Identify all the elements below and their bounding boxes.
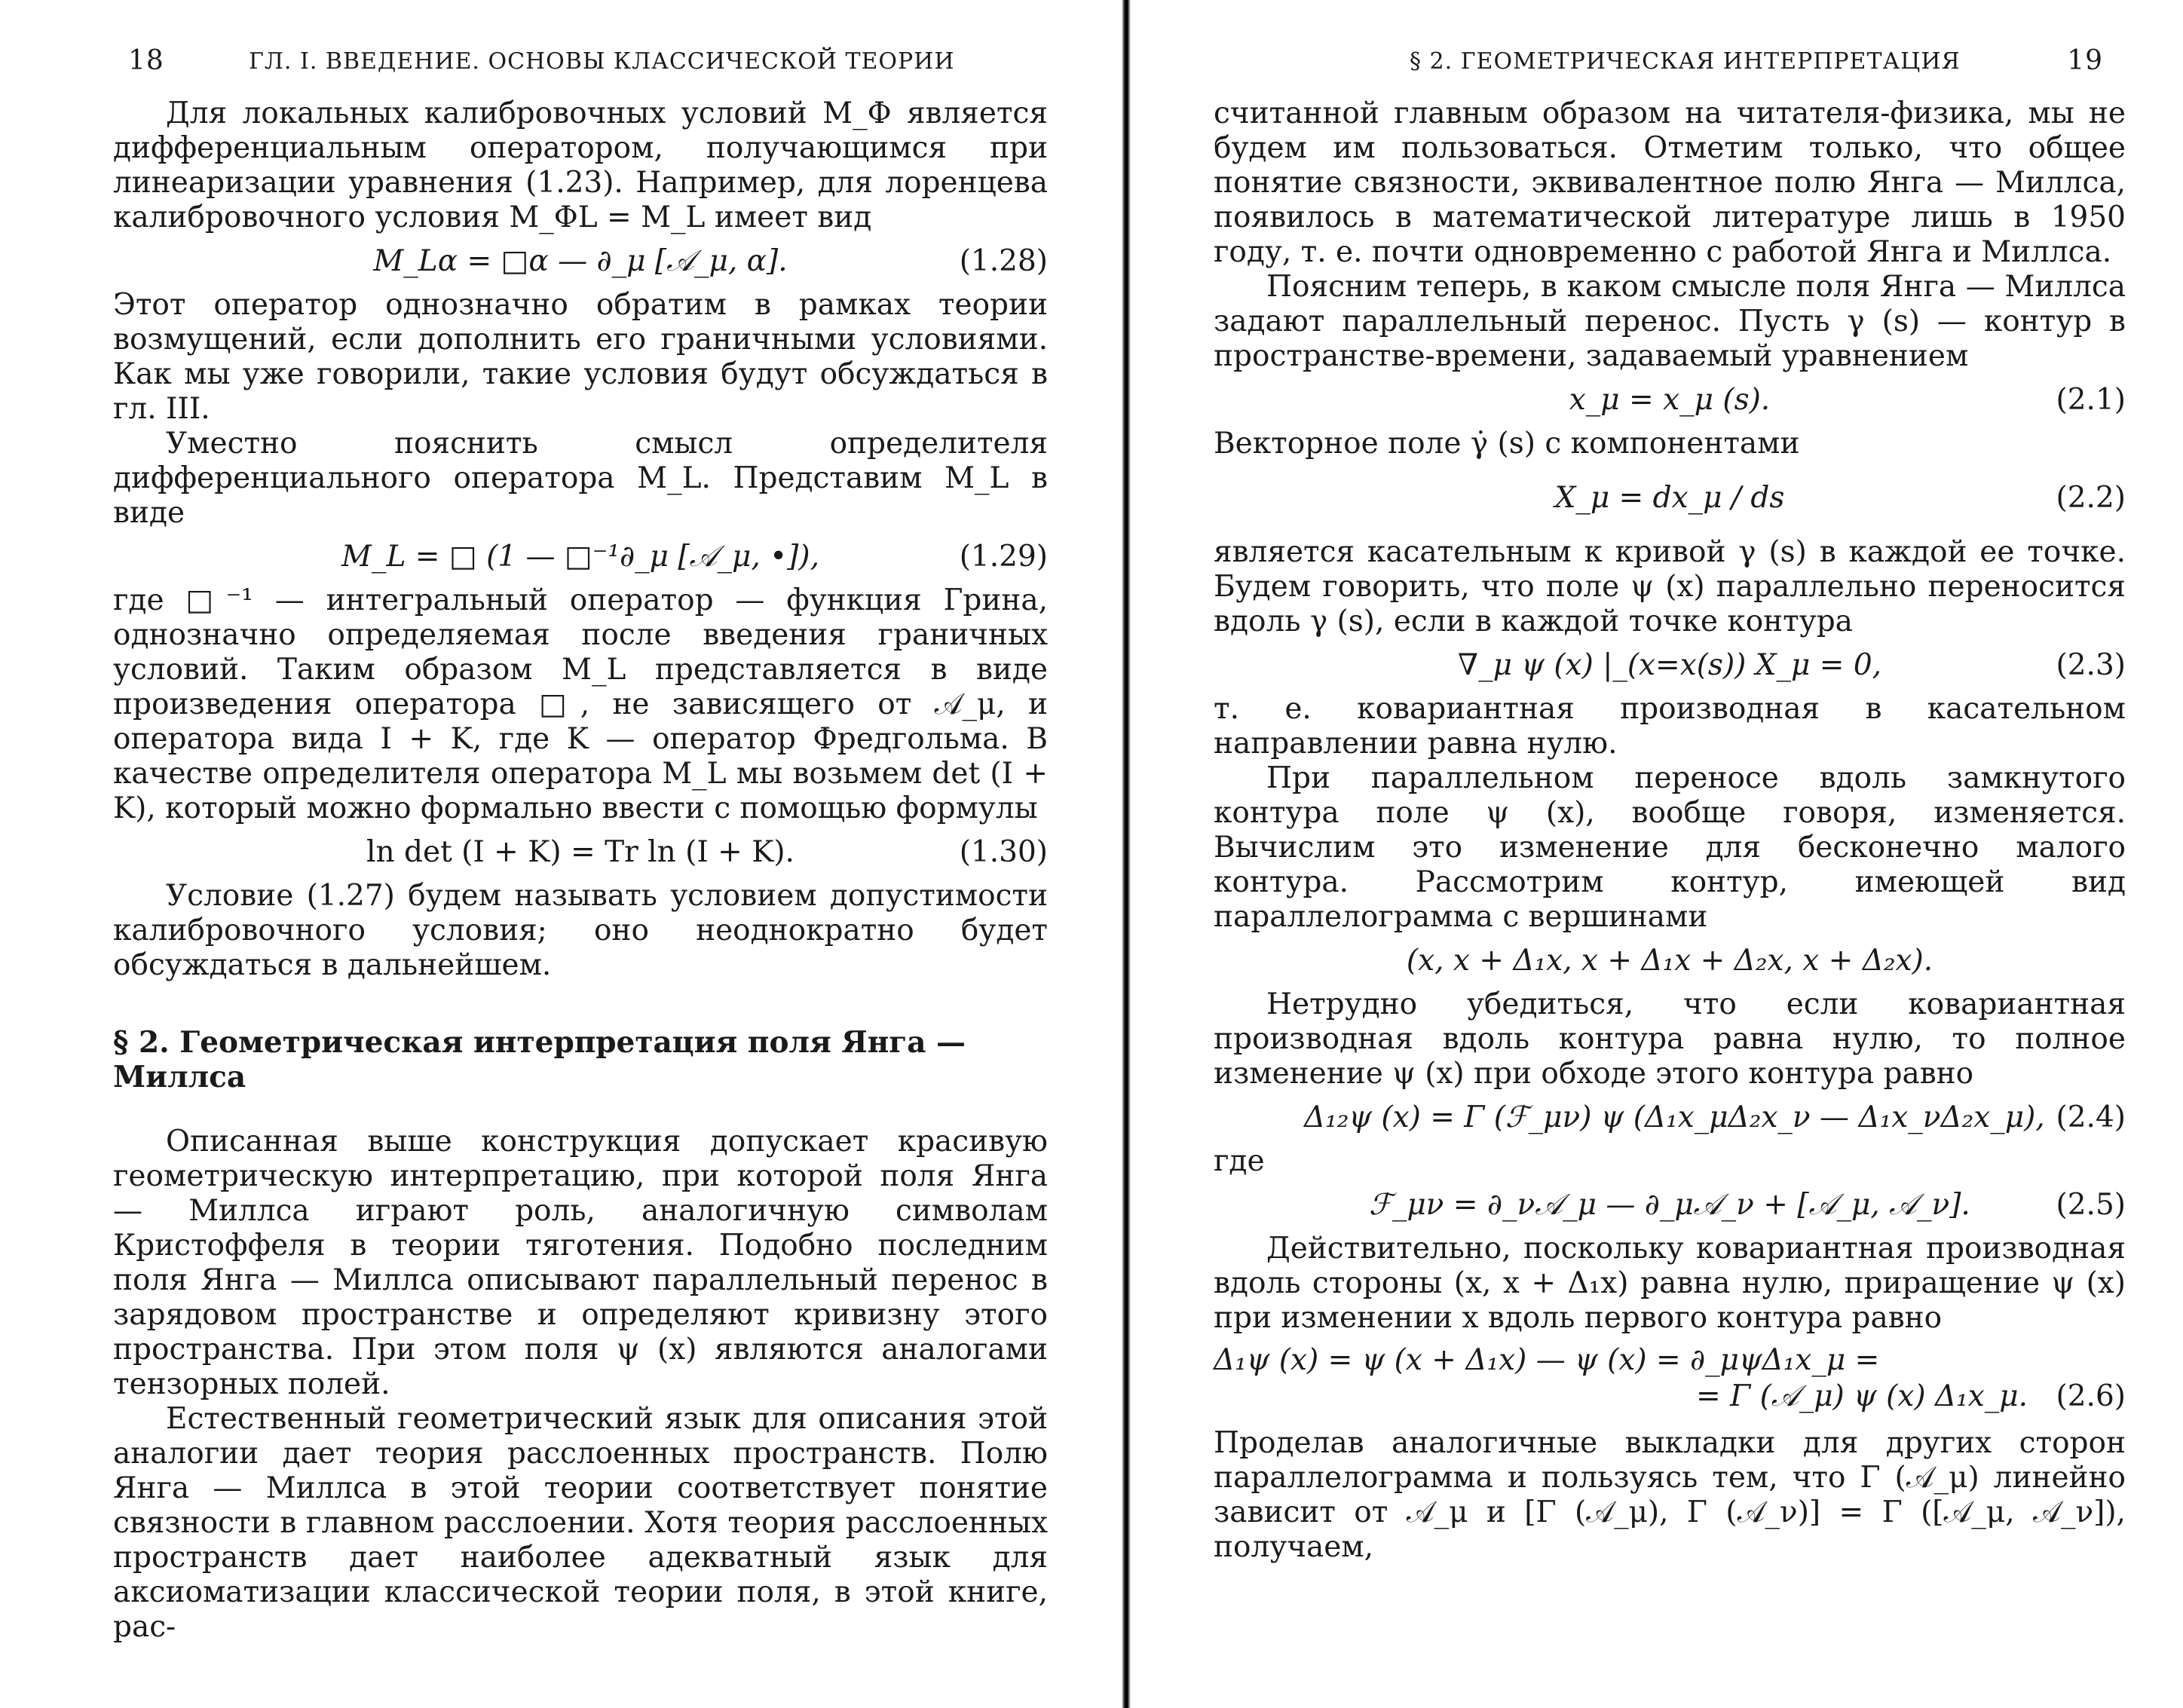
left-page-number: 18 (128, 45, 164, 76)
left-page (113, 0, 1048, 1708)
paragraph: Этот оператор однозначно обратим в рамках теории возмущений, если дополнить его граничными условиями. Как мы уже говорили, такие условия будут обсуждаться в гл. III. (113, 288, 1048, 426)
paragraph: Для локальных калибровочных условий M_Φ является дифференциальным оператором, получающимся при линеаризации уравнения (1.23). Например, для лоренцева калибровочного условия M_ΦL = M_L имеет вид (113, 96, 1048, 234)
equation-number: (2.5) (2056, 1188, 2126, 1222)
equation-formula: M_L = □ (1 — □⁻¹∂_μ [𝒜_μ, •]), (341, 540, 819, 574)
left-page-body (113, 96, 1048, 1645)
paragraph: т. е. ковариантная производная в касательном направлении равна нулю. (1214, 692, 2126, 761)
right-page-header (1214, 45, 2126, 78)
equation-line-2: = Γ (𝒜_μ) ψ (x) Δ₁x_μ. (1696, 1379, 2028, 1413)
equation-line-1: Δ₁ψ (x) = ψ (x + Δ₁x) — ψ (x) = ∂_μψΔ₁x_μ = (1214, 1343, 1880, 1377)
left-page-header (113, 45, 1048, 78)
right-page-number: 19 (2067, 45, 2103, 76)
equation-2-3 (1214, 642, 2126, 689)
equation-vertices (1214, 938, 2126, 984)
paragraph: Нетрудно убедиться, что если ковариантная производная вдоль контура равна нулю, то полное изменение ψ (x) при обходе этого контура равно (1214, 987, 2126, 1091)
equation-2-2 (1214, 464, 2126, 532)
paragraph: считанной главным образом на читателя-физика, мы не будем им пользоваться. Отметим только, что общее понятие связности, эквивалентное полю Янга — Миллса, появилось в математической литературе лишь в 1950 году, т. е. почти одновременно с работой Янга и Миллса. (1214, 96, 2126, 269)
equation-number: (2.1) (2056, 383, 2126, 417)
equation-number: (1.28) (959, 244, 1048, 278)
paragraph: Поясним теперь, в каком смысле поля Янга — Миллса задают параллельный перенос. Пусть γ (s) — контур в пространстве-времени, задаваемый уравнением (1214, 270, 2126, 373)
equation-number: (2.3) (2056, 648, 2126, 682)
paragraph: Естественный геометрический язык для описания этой аналогии дает теория расслоенных пространств. Полю Янга — Миллса в этой теории соответствует понятие связности в главном расслоении. Хотя теория расслоенных пространств дает наиболее адекватный язык для аксиоматизации классической теории поля, в этой книге, рас- (113, 1402, 1048, 1644)
equation-number: (2.2) (2056, 481, 2126, 515)
paragraph: Условие (1.27) будем называть условием допустимости калибровочного условия; оно неоднократно будет обсуждаться в дальнейшем. (113, 879, 1048, 982)
paragraph: Проделав аналогичные выкладки для других сторон параллелограмма и пользуясь тем, что Γ (𝒜_μ) линейно зависит от 𝒜_μ и [Γ (𝒜_μ), Γ (𝒜_ν)] = Γ ([𝒜_μ, 𝒜_ν]), получаем, (1214, 1426, 2126, 1564)
paragraph: Действительно, поскольку ковариантная производная вдоль стороны (x, x + Δ₁x) равна нулю, приращение ψ (x) при изменении x вдоль первого контура равно (1214, 1232, 2126, 1335)
equation-1-30 (113, 829, 1048, 876)
equation-formula: (x, x + Δ₁x, x + Δ₁x + Δ₂x, x + Δ₂x). (1406, 944, 1933, 978)
equation-2-5 (1214, 1182, 2126, 1229)
equation-formula: Δ₁₂ψ (x) = Γ (ℱ_μν) ψ (Δ₁x_μΔ₂x_ν — Δ₁x_νΔ₂x_μ), (1304, 1100, 2045, 1134)
right-page (1214, 0, 2126, 1708)
equation-1-29 (113, 534, 1048, 580)
equation-formula: ℱ_μν = ∂_ν𝒜_μ — ∂_μ𝒜_ν + [𝒜_μ, 𝒜_ν]. (1369, 1188, 1970, 1222)
right-page-body (1214, 96, 2126, 1565)
equation-formula: x_μ = x_μ (s). (1569, 383, 1771, 417)
section-title: § 2. Геометрическая интерпретация поля Янга — Миллса (113, 1025, 966, 1094)
where-label: где (1214, 1144, 1265, 1178)
paragraph: Векторное поле γ̇ (s) с компонентами (1214, 427, 1800, 461)
paragraph: При параллельном переносе вдоль замкнутого контура поле ψ (x), вообще говоря, изменяется. Вычислим это изменение для бесконечно малого контура. Рассмотрим контур, имеющей вид параллелограмма с вершинами (1214, 761, 2126, 934)
paragraph: Уместно пояснить смысл определителя дифференциального оператора M_L. Представим M_L в виде (113, 427, 1048, 530)
paragraph: является касательным к кривой γ (s) в каждой ее точке. Будем говорить, что поле ψ (x) параллельно переносится вдоль γ (s), если в каждой точке контура (1214, 535, 2126, 638)
equation-2-6 (1214, 1339, 2126, 1423)
equation-2-1 (1214, 377, 2126, 424)
equation-formula: X_μ = dx_μ / ds (1554, 481, 1785, 515)
equation-formula: M_Lα = □α — ∂_μ [𝒜_μ, α]. (373, 244, 788, 278)
equation-formula: ∇_μ ψ (x) |_(x=x(s)) X_μ = 0, (1457, 648, 1882, 682)
equation-number: (1.30) (959, 835, 1048, 869)
left-running-head: ГЛ. I. ВВЕДЕНИЕ. ОСНОВЫ КЛАССИЧЕСКОЙ ТЕОРИИ (249, 48, 955, 75)
book-spine-line (1125, 0, 1128, 1708)
right-running-head: § 2. ГЕОМЕТРИЧЕСКАЯ ИНТЕРПРЕТАЦИЯ (1410, 48, 1961, 75)
paragraph: где □⁻¹ — интегральный оператор — функция Грина, однозначно определяемая после введения граничных условий. Таким образом M_L представляется в виде произведения оператора □, не зависящего от 𝒜_μ, и оператора вида I + K, где K — оператор Фредгольма. В качестве определителя оператора M_L мы возьмем det (I + K), который можно формально ввести с помощью формулы (113, 583, 1048, 825)
equation-number: (2.6) (2056, 1379, 2126, 1413)
equation-formula: ln det (I + K) = Tr ln (I + K). (366, 835, 795, 869)
equation-number: (1.29) (959, 540, 1048, 574)
equation-2-4 (1214, 1094, 2126, 1141)
equation-1-28 (113, 238, 1048, 285)
paragraph: Описанная выше конструкция допускает красивую геометрическую интерпретацию, при которой поля Янга — Миллса играют роль, аналогичную символам Кристоффеля в теории тяготения. Подобно последним поля Янга — Миллса описывают параллельный перенос в зарядовом пространстве и определяют кривизну этого пространства. При этом поля ψ (x) являются аналогами тензорных полей. (113, 1125, 1048, 1401)
equation-number: (2.4) (2056, 1100, 2126, 1134)
